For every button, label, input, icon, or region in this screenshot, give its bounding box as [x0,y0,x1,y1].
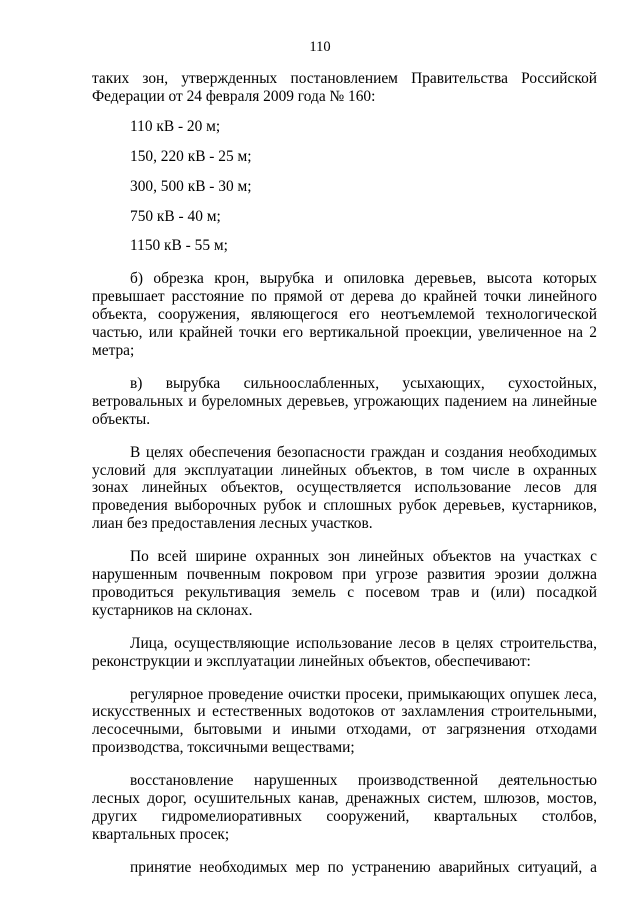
document-body [92,70,597,877]
intro-paragraph: таких зон, утвержденных постановлением Правительства Российской Федерации от 24 февраля 2009 года № 160: [92,70,597,105]
cleaning-paragraph: регулярное проведение очистки просеки, примыкающих опушек леса, искусственных и естественных водотоков от захламления строительными, лесосечными, бытовыми и иными отходами, от загрязнения отходами производства, токсичными веществами; [92,685,597,757]
page-number: 110 [309,39,331,55]
safety-paragraph: В целях обеспечения безопасности граждан и создания необходимых условий для эксплуатации линейных объектов, в том числе в охранных зонах линейных объектов, осуществляется использование лесов для проведения выборочных рубок и сплошных рубок деревьев, кустарников, лиан без предоставления лесных участков. [92,443,597,533]
voltage-item-1150: 1150 кВ - 55 м; [130,237,228,255]
item-b-paragraph: б) обрезка крон, вырубка и опиловка деревьев, высота которых превышает расстояние по прямой от дерева до крайней точки линейного объекта, сооружения, являющегося его неотъемлемой технологической частью, или крайней точки его вертикальной проекции, увеличенное на 2 метра; [92,270,597,359]
voltage-item-750: 750 кВ - 40 м; [130,207,221,225]
voltage-item-150-220: 150, 220 кВ - 25 м; [130,147,252,165]
restoration-paragraph: восстановление нарушенных производственной деятельностью лесных дорог, осушительных канав, дренажных систем, шлюзов, мостов, других гидромелиоративных сооружений, квартальных столбов, квартальных просек; [92,772,597,843]
erosion-paragraph: По всей ширине охранных зон линейных объектов на участках с нарушенным почвенным покровом при угрозе развития эрозии должна проводиться рекультивация земель с посевом трав и (или) посадкой кустарников на склонах. [92,548,597,619]
persons-paragraph: Лица, осуществляющие использование лесов в целях строительства, реконструкции и эксплуатации линейных объектов, обеспечивают: [92,634,597,670]
voltage-item-110: 110 кВ - 20 м; [130,117,221,135]
emergency-paragraph: принятие необходимых мер по устранению аварийных ситуаций, а [130,858,597,876]
item-v-paragraph: в) вырубка сильноослабленных, усыхающих, сухостойных, ветровальных и буреломных деревьев, угрожающих падением на линейные объекты. [92,374,597,428]
voltage-item-300-500: 300, 500 кВ - 30 м; [130,177,252,195]
